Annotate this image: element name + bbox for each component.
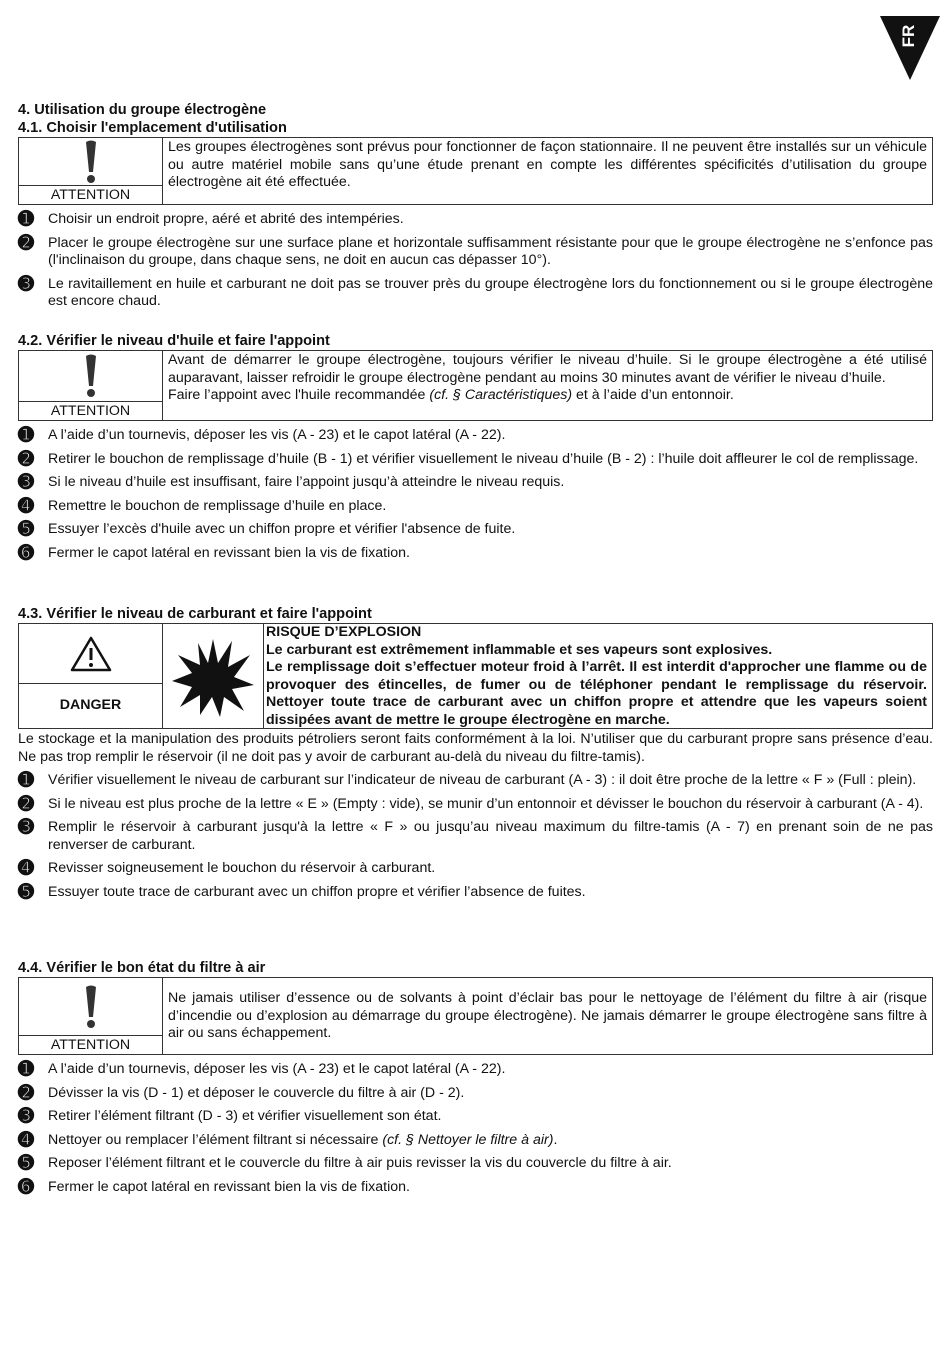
step-number: ➌ [18, 817, 34, 838]
attention-text-2: Faire l’appoint avec l'huile recommandée (cf. § Caractéristiques) et à l’aide d’un entonnoir. [168, 387, 734, 403]
step-list [18, 1061, 933, 1196]
step-number: ➎ [18, 881, 34, 903]
danger-text-2: Le remplissage doit s’effectuer moteur froid à l’arrêt. Il est interdit d'approcher une flamme ou de provoquer des étincelles, de fumer ou de téléphoner pendant le remplissage du réservoir. Nettoyer toute trace de carburant avec un chiffon propre et attendre que les vapeurs soient dissipées avant de mettre le groupe électrogène en marche. [266, 659, 927, 728]
step-number: ➊ [18, 425, 34, 446]
step-text: Si le niveau est plus proche de la lettre « E » (Empty : vide), se munir d’un entonnoir et dévisser le bouchon du réservoir à carburant (A - 4). [48, 795, 924, 812]
section-4-3 [18, 605, 933, 901]
step-item [18, 1108, 933, 1126]
step-text: Si le niveau d’huile est insuffisant, faire l’appoint jusqu’à atteindre le niveau requis. [48, 474, 565, 490]
attention-box [18, 977, 933, 1055]
danger-title: RISQUE D’EXPLOSION [266, 624, 422, 640]
danger-label: DANGER [59, 697, 122, 714]
attention-text: Les groupes électrogènes sont prévus pour fonctionner de façon stationnaire. Il ne peuvent être installés sur un véhicule ou autre matériel mobile sans qu’une étude prenant en compte les différentes spécificités d’utilisation du groupe électrogène ait été effectuée. [168, 139, 927, 190]
main-heading: 4. Utilisation du groupe électrogène [18, 102, 267, 118]
step-list [18, 427, 933, 562]
warning-triangle-icon [70, 636, 112, 672]
step-item [18, 232, 933, 270]
step-text: A l’aide d’un tournevis, déposer les vis (A - 23) et le capot latéral (A - 22). [48, 427, 506, 443]
step-text: Le ravitaillement en huile et carburant ne doit pas se trouver près du groupe électrogène lors du fonctionnement ou si le groupe électrogène est encore chaud. [48, 275, 933, 309]
step-number: ➍ [18, 1129, 34, 1151]
attention-box [18, 137, 933, 205]
step-list [18, 772, 933, 901]
section-4-1 [18, 101, 933, 311]
step-text: Retirer le bouchon de remplissage d’huile (B - 1) et vérifier visuellement le niveau d’huile (B - 2) : l’huile doit affleurer le col de remplissage. [48, 450, 919, 467]
step-item [18, 542, 933, 564]
step-item [18, 448, 933, 470]
step-text: Fermer le capot latéral en revissant bien la vis de fixation. [48, 1178, 410, 1195]
step-number: ➍ [18, 495, 34, 517]
step-number: ➊ [18, 1059, 34, 1080]
section-4-2 [18, 332, 933, 562]
step-item [18, 1061, 933, 1079]
exclamation-icon [84, 354, 98, 398]
attention-label: ATTENTION [19, 1035, 162, 1054]
step-number: ➍ [18, 858, 34, 879]
step-list [18, 211, 933, 311]
section-4-1-title: 4.1. Choisir l'emplacement d'utilisation [18, 120, 287, 136]
exclamation-icon [84, 984, 98, 1030]
step-item [18, 427, 933, 445]
step-item [18, 1082, 933, 1104]
step-number: ➌ [18, 273, 34, 295]
step-item [18, 495, 933, 517]
language-badge [880, 16, 940, 80]
step-number: ➋ [18, 793, 34, 815]
step-number: ➋ [18, 232, 34, 254]
attention-text: Avant de démarrer le groupe électrogène, toujours vérifier le niveau d’huile. Si le groupe électrogène a été utilisé auparavant, laisser refroidir le groupe électrogène pendant au moins 30 minutes avant de vérifier le niveau d’huile. [168, 352, 927, 386]
step-number: ➊ [18, 209, 34, 230]
step-number: ➏ [18, 542, 34, 564]
fuel-paragraph: Le stockage et la manipulation des produits pétroliers seront faits conformément à la loi. N’utiliser que du carburant propre sans présence d’eau. Ne pas trop remplir le réservoir (il ne doit pas y avoir de carburant au-delà du niveau du filtre-tamis). [18, 731, 933, 765]
step-text: Remettre le bouchon de remplissage d’huile en place. [48, 497, 387, 514]
step-number: ➊ [18, 770, 34, 791]
step-text: Remplir le réservoir à carburant jusqu'à la lettre « F » ou jusqu’au niveau maximum du filtre-tamis (A - 7) en prenant soin de ne pas renverser de carburant. [48, 819, 933, 853]
attention-box [18, 350, 933, 421]
step-text: Vérifier visuellement le niveau de carburant sur l’indicateur de niveau de carburant (A - 3) : il doit être proche de la lettre « F » (Full : plein). [48, 772, 917, 788]
step-text: Fermer le capot latéral en revissant bien la vis de fixation. [48, 544, 410, 561]
step-text: A l’aide d’un tournevis, déposer les vis (A - 23) et le capot latéral (A - 22). [48, 1061, 506, 1077]
step-number: ➌ [18, 1106, 34, 1127]
explosion-icon [170, 633, 256, 719]
step-item [18, 772, 933, 790]
step-number: ➌ [18, 472, 34, 493]
step-text: Essuyer toute trace de carburant avec un chiffon propre et vérifier l’absence de fuites. [48, 883, 586, 900]
step-number: ➏ [18, 1176, 34, 1198]
step-item [18, 521, 933, 539]
step-item [18, 1129, 933, 1151]
section-4-2-title: 4.2. Vérifier le niveau d'huile et faire l'appoint [18, 333, 330, 349]
step-item [18, 1155, 933, 1173]
step-item [18, 881, 933, 903]
attention-label: ATTENTION [19, 401, 162, 420]
step-number: ➋ [18, 1082, 34, 1104]
step-text: Dévisser la vis (D - 1) et déposer le couvercle du filtre à air (D - 2). [48, 1084, 465, 1101]
section-4-4 [18, 959, 933, 1196]
step-text: Revisser soigneusement le bouchon du réservoir à carburant. [48, 860, 436, 876]
step-number: ➎ [18, 519, 34, 540]
attention-label: ATTENTION [19, 185, 162, 204]
step-item [18, 819, 933, 854]
step-item [18, 211, 933, 229]
step-item [18, 860, 933, 878]
language-badge-label: FR [899, 24, 918, 48]
danger-box [18, 623, 933, 729]
step-number: ➎ [18, 1153, 34, 1174]
attention-text: Ne jamais utiliser d’essence ou de solvants à point d’éclair bas pour le nettoyage de l’élément du filtre à air (risque d’incendie ou d’explosion au démarrage du groupe électrogène). Ne jamais démarrer le groupe électrogène sans filtre à air ou sans échappement. [168, 990, 927, 1041]
step-item [18, 793, 933, 815]
step-text: Retirer l’élément filtrant (D - 3) et vérifier visuellement son état. [48, 1108, 442, 1124]
exclamation-icon [84, 140, 98, 184]
step-text: Choisir un endroit propre, aéré et abrité des intempéries. [48, 211, 404, 227]
step-item [18, 273, 933, 311]
step-item [18, 474, 933, 492]
step-text: Nettoyer ou remplacer l’élément filtrant si nécessaire (cf. § Nettoyer le filtre à air). [48, 1131, 558, 1148]
step-text: Reposer l’élément filtrant et le couvercle du filtre à air puis revisser la vis du couvercle du filtre à air. [48, 1155, 672, 1171]
step-text: Essuyer l’excès d'huile avec un chiffon propre et vérifier l'absence de fuite. [48, 521, 516, 537]
step-item [18, 1176, 933, 1198]
step-text: Placer le groupe électrogène sur une surface plane et horizontale suffisamment résistante pour que le groupe électrogène ne s’enfonce pas (l'inclinaison du groupe, dans chaque sens, ne doit en aucun cas dépasser 10°). [48, 234, 933, 268]
section-4-4-title: 4.4. Vérifier le bon état du filtre à air [18, 960, 266, 976]
section-4-3-title: 4.3. Vérifier le niveau de carburant et faire l'appoint [18, 606, 372, 622]
danger-text-1: Le carburant est extrêmement inflammable et ses vapeurs sont explosives. [266, 641, 773, 658]
step-number: ➋ [18, 448, 34, 470]
